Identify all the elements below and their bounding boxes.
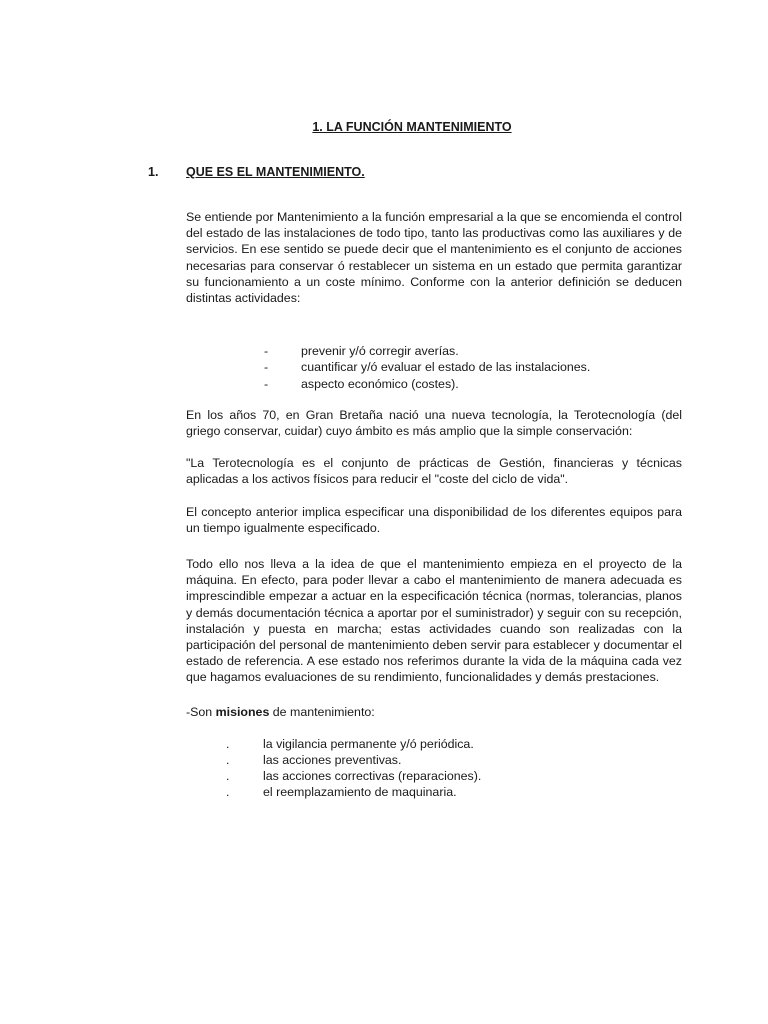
list-item-text: la vigilancia permanente y/ó periódica.	[263, 736, 474, 751]
list-dash-marker: -	[264, 376, 269, 391]
list-dash-marker: -	[264, 344, 269, 359]
paragraph-terotecnologia: En los años 70, en Gran Bretaña nació una nueva tecnología, la Terotecnología (del griego conservar, cuidar) cuyo ámbito es más amplio que la simple conservación:	[186, 407, 682, 438]
list-dot-marker: .	[226, 736, 230, 751]
activities-list	[186, 343, 682, 392]
list-dot-marker: .	[226, 753, 230, 768]
paragraph-disponibilidad: El concepto anterior implica especificar una disponibilidad de los diferentes equipos para un tiempo igualmente especificado.	[186, 504, 682, 535]
document-title: 1. LA FUNCIÓN MANTENIMIENTO	[312, 120, 512, 134]
section-number: 1.	[148, 165, 159, 179]
paragraph-proyecto-maquina: Todo ello nos lleva a la idea de que el mantenimiento empieza en el proyecto de la máquina. En efecto, para poder llevar a cabo el mantenimiento de manera adecuada es imprescindible empezar a actuar en la especificación técnica (normas, tolerancias, planos y demás documentación técnica a aportar por el suministrador) y seguir con su recepción, instalación y puesta en marcha; estas actividades cuando son realizadas con la participación del personal de mantenimiento deben servir para establecer y documentar el estado de referencia. A ese estado nos referimos durante la vida de la máquina cada vez que hagamos evaluaciones de su rendimiento, funcionalidades y demás prestaciones.	[186, 557, 682, 685]
list-dot-marker: .	[226, 769, 230, 784]
list-item	[186, 343, 682, 359]
missions-list	[186, 736, 682, 801]
list-item-text: el reemplazamiento de maquinaria.	[263, 785, 457, 800]
section-heading: QUE ES EL MANTENIMIENTO.	[186, 165, 365, 179]
list-dash-marker: -	[264, 360, 269, 375]
paragraph-terotecnologia-quote: "La Terotecnología es el conjunto de prácticas de Gestión, financieras y técnicas aplicadas a los activos físicos para reducir el "coste del ciclo de vida".	[186, 456, 682, 487]
list-dot-marker: .	[226, 785, 230, 800]
list-item	[186, 736, 682, 752]
list-item-text: las acciones correctivas (reparaciones).	[263, 769, 482, 784]
list-item	[186, 752, 682, 768]
list-item	[186, 359, 682, 375]
list-item-text: cuantificar y/ó evaluar el estado de las instalaciones.	[301, 360, 591, 375]
misiones-bold: misiones	[215, 704, 270, 719]
misiones-suffix: de mantenimiento:	[269, 704, 375, 719]
misiones-prefix: -Son	[186, 704, 216, 719]
list-item	[186, 784, 682, 800]
list-item	[186, 768, 682, 784]
document-body	[186, 209, 682, 801]
list-item-text: prevenir y/ó corregir averías.	[301, 344, 459, 359]
paragraph-definition: Se entiende por Mantenimiento a la función empresarial a la que se encomienda el control del estado de las instalaciones de todo tipo, tanto las productivas como las auxiliares y de servicios. En ese sentido se puede decir que el mantenimiento es el conjunto de acciones necesarias para conservar ó restablecer un sistema en un estado que permita garantizar su funcionamiento a un coste mínimo. Conforme con la anterior definición se deducen distintas actividades:	[186, 210, 682, 306]
list-item-text: aspecto económico (costes).	[301, 376, 459, 391]
paragraph-misiones-intro	[186, 704, 682, 720]
list-item	[186, 376, 682, 392]
list-item-text: las acciones preventivas.	[263, 753, 402, 768]
